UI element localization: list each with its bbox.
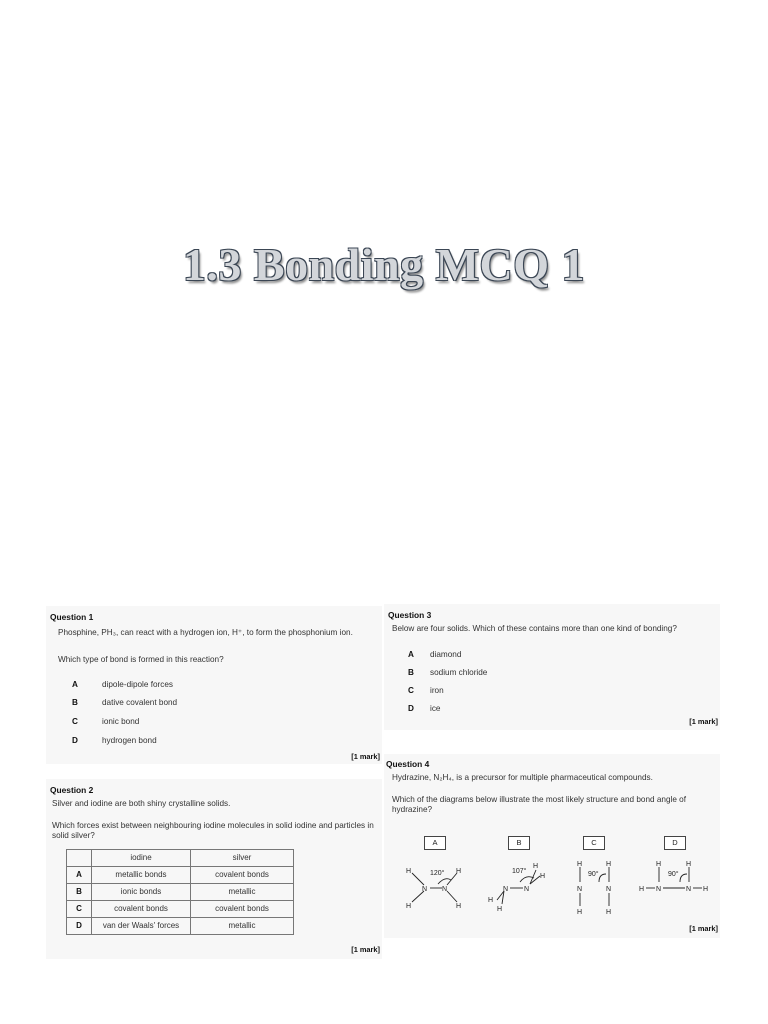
table-row xyxy=(67,901,294,918)
atom-n: N xyxy=(524,886,530,893)
table-header-cell xyxy=(67,850,92,867)
atom-h: H xyxy=(577,861,583,868)
diagram-label-b: B xyxy=(508,836,530,850)
table-row xyxy=(67,884,294,901)
table-row xyxy=(67,918,294,935)
option-text: dative covalent bond xyxy=(102,698,178,707)
table-cell: A xyxy=(67,867,92,884)
option-letter: A xyxy=(408,650,414,659)
atom-h: H xyxy=(497,906,503,913)
option-letter: B xyxy=(408,668,414,677)
bond-angle: 90° xyxy=(668,871,679,878)
diagram-a xyxy=(412,873,457,902)
option-text: dipole-dipole forces xyxy=(102,680,174,689)
atom-h: H xyxy=(656,861,662,868)
bond-angle: 120° xyxy=(430,870,445,877)
bond-angle: 90° xyxy=(588,871,599,878)
atom-h: H xyxy=(703,886,709,893)
option-d xyxy=(408,704,440,714)
diagram-label-c: C xyxy=(583,836,605,850)
option-letter: A xyxy=(72,680,78,689)
question-4-prompt: Which of the diagrams below illustrate the most likely structure and bond angle of hydrazine? xyxy=(392,795,686,815)
option-letter: C xyxy=(408,686,414,695)
option-text: sodium chloride xyxy=(430,668,488,677)
option-text: ionic bond xyxy=(102,717,140,726)
atom-h: H xyxy=(533,863,539,870)
atom-n: N xyxy=(686,886,692,893)
question-4-heading: Question 4 xyxy=(386,759,430,769)
atom-h: H xyxy=(606,909,612,916)
atom-h: H xyxy=(606,861,612,868)
atom-n: N xyxy=(656,886,662,893)
mark-label: [1 mark] xyxy=(689,924,718,933)
table-cell: metallic xyxy=(191,884,294,901)
atom-n: N xyxy=(442,886,448,893)
question-1-heading: Question 1 xyxy=(50,612,94,622)
question-1-panel xyxy=(46,606,382,764)
table-cell: covalent bonds xyxy=(191,867,294,884)
atom-h: H xyxy=(456,868,462,875)
atom-n: N xyxy=(503,886,509,893)
option-letter: D xyxy=(408,704,414,713)
page-title: 1.3 Bonding MCQ 1 xyxy=(182,239,586,290)
table-cell: metallic bonds xyxy=(92,867,191,884)
option-text: iron xyxy=(430,686,444,695)
atom-h: H xyxy=(488,897,494,904)
question-2-prompt: Which forces exist between neighbouring iodine molecules in solid iodine and particles in solid silver? xyxy=(52,821,374,841)
table-cell: covalent bonds xyxy=(191,901,294,918)
diagram-label-a: A xyxy=(424,836,446,850)
atom-h: H xyxy=(406,903,412,910)
atom-h: H xyxy=(406,868,412,875)
option-c xyxy=(72,717,139,727)
question-1-text: Phosphine, PH₃, can react with a hydrogen ion, H⁺, to form the phosphonium ion. xyxy=(58,628,353,637)
question-3-panel xyxy=(384,604,720,730)
table-cell: D xyxy=(67,918,92,935)
option-text: hydrogen bond xyxy=(102,736,157,745)
table-cell: covalent bonds xyxy=(92,901,191,918)
atom-h: H xyxy=(456,903,462,910)
question-3-heading: Question 3 xyxy=(388,610,432,620)
question-4-text: Hydrazine, N₂H₄, is a precursor for multiple pharmaceutical compounds. xyxy=(392,773,653,782)
atom-n: N xyxy=(577,886,583,893)
option-letter: D xyxy=(72,736,78,745)
option-a xyxy=(408,650,461,660)
bond-angle: 107° xyxy=(512,868,527,875)
table-header-cell: silver xyxy=(191,850,294,867)
option-d xyxy=(72,736,157,746)
table-row xyxy=(67,867,294,884)
table-cell: van der Waals' forces xyxy=(92,918,191,935)
atom-h: H xyxy=(577,909,583,916)
table-cell: ionic bonds xyxy=(92,884,191,901)
hydrazine-diagrams xyxy=(384,858,720,928)
table-cell: C xyxy=(67,901,92,918)
atom-n: N xyxy=(606,886,612,893)
diagram-label-d: D xyxy=(664,836,686,850)
question-2-table xyxy=(66,849,294,935)
option-text: ice xyxy=(430,704,441,713)
atom-h: H xyxy=(639,886,645,893)
atom-n: N xyxy=(422,886,428,893)
table-header-row xyxy=(67,850,294,867)
atom-h: H xyxy=(686,861,692,868)
table-cell: B xyxy=(67,884,92,901)
option-c xyxy=(408,686,444,696)
option-b xyxy=(72,698,177,708)
question-2-text: Silver and iodine are both shiny crystalline solids. xyxy=(52,799,231,808)
option-letter: B xyxy=(72,698,78,707)
table-header-cell: iodine xyxy=(92,850,191,867)
question-4-panel xyxy=(384,754,720,938)
question-3-text: Below are four solids. Which of these contains more than one kind of bonding? xyxy=(392,624,677,633)
question-2-heading: Question 2 xyxy=(50,785,94,795)
table-cell: metallic xyxy=(191,918,294,935)
option-text: diamond xyxy=(430,650,462,659)
mark-label: [1 mark] xyxy=(351,945,380,954)
mark-label: [1 mark] xyxy=(689,717,718,726)
option-a xyxy=(72,680,173,690)
question-2-panel xyxy=(46,779,382,959)
atom-h: H xyxy=(540,873,546,880)
option-b xyxy=(408,668,487,678)
question-1-prompt: Which type of bond is formed in this reaction? xyxy=(58,655,224,664)
option-letter: C xyxy=(72,717,78,726)
mark-label: [1 mark] xyxy=(351,752,380,761)
